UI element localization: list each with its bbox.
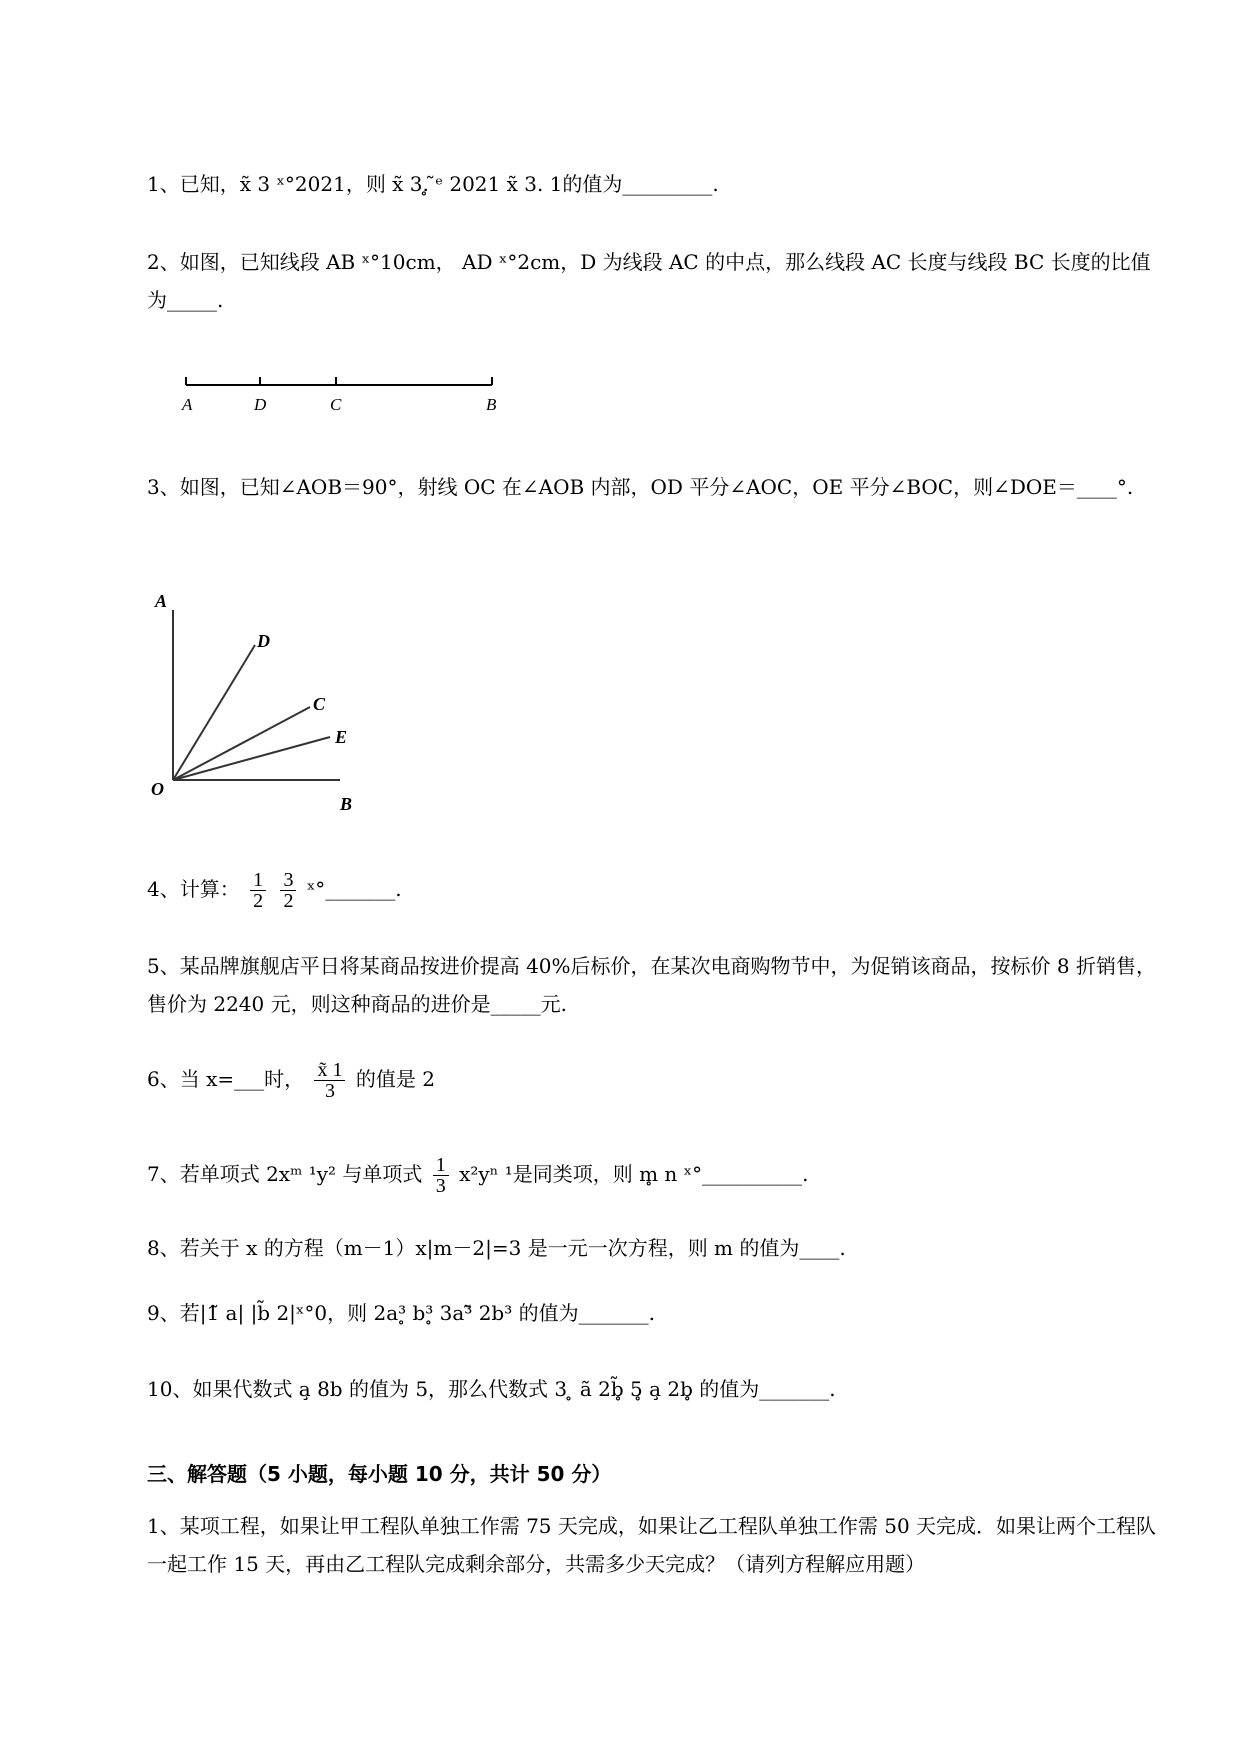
fraction-2-den: 2	[283, 890, 294, 912]
answer-question-1-text: 1、某项工程，如果让甲工程队单独工作需 75 天完成，如果让乙工程队单独工作需 50 天完成．如果让两个工程队一起工作 15 天，再由乙工程队完成剩余部分，共需多少天完成？（请列方程解应用题）	[147, 1514, 1157, 1576]
question-2-text: 2、如图，已知线段 AB ˣ°10cm， AD ˣ°2cm，D 为线段 AC 的中点，那么线段 AC 长度与线段 BC 长度的比值为_____.	[147, 250, 1151, 312]
question-3	[147, 468, 1162, 506]
question-8-text: 8、若关于 x 的方程（m－1）x|m－2|=3 是一元一次方程，则 m 的值为____.	[147, 1236, 846, 1260]
fraction-num: x̃ 1	[314, 1060, 345, 1081]
question-10-text: 10、如果代数式 a̧ 8b 的值为 5，那么代数式 3 ̥ ã 2b̥̃ 5̥ a̧ 2b̥ 的值为_______.	[147, 1377, 836, 1401]
ray-oc	[173, 707, 310, 780]
label-o: O	[151, 779, 164, 799]
question-5	[147, 947, 1162, 1023]
fraction-1-den: 2	[253, 890, 264, 912]
question-6-pre: 6、当 x=___时，	[147, 1067, 305, 1091]
fraction-1	[250, 870, 266, 911]
label-e: E	[335, 727, 348, 747]
label-c: C	[330, 395, 342, 414]
fraction-den: 3	[435, 1175, 446, 1197]
question-1	[147, 165, 719, 203]
angle-figure	[145, 585, 385, 820]
segment-figure	[170, 370, 510, 420]
question-5-text: 5、某品牌旗舰店平日将某商品按进价提高 40%后标价，在某次电商购物节中，为促销该商品，按标价 8 折销售，售价为 2240 元，则这种商品的进价是_____元.	[147, 954, 1156, 1016]
question-7-pre: 7、若单项式 2xᵐ ¹y² 与单项式	[147, 1162, 423, 1186]
fraction-den: 3	[324, 1080, 335, 1102]
question-4-tail: ˣ°_______.	[306, 877, 402, 901]
question-4-text: 4、计算：	[147, 877, 240, 901]
fraction	[433, 1155, 449, 1196]
ray-oe	[173, 737, 330, 780]
ray-od	[173, 645, 255, 780]
fraction	[314, 1060, 345, 1101]
fraction-2	[280, 870, 296, 911]
question-6-post: 的值是 2	[355, 1067, 435, 1091]
label-d: D	[257, 631, 270, 651]
question-8	[147, 1229, 846, 1267]
label-d: D	[254, 395, 267, 414]
fraction-1-num: 1	[250, 870, 266, 891]
question-9	[147, 1294, 655, 1332]
fraction-2-num: 3	[280, 870, 296, 891]
question-4	[147, 870, 402, 911]
question-1-text: 1、已知，x̃ 3 ˣ°2021，则 x̃ 3.̥ ̃ᵉ 2021 x̃ 3. 1的值为_________.	[147, 172, 719, 196]
question-7	[147, 1155, 809, 1196]
question-10	[147, 1370, 836, 1408]
question-2	[147, 243, 1162, 319]
section-heading: 三、解答题（5 小题，每小题 10 分，共计 50 分）	[147, 1462, 612, 1486]
question-7-post: x²yⁿ ¹是同类项，则 m̥ n ˣ°__________.	[459, 1162, 809, 1186]
answer-question-1	[147, 1507, 1162, 1583]
label-b: B	[340, 794, 353, 814]
fraction-num: 1	[433, 1155, 449, 1176]
question-3-text: 3、如图，已知∠AOB＝90°，射线 OC 在∠AOB 内部，OD 平分∠AOC，OE 平分∠BOC，则∠DOE＝____°.	[147, 475, 1134, 499]
question-9-text: 9、若|1̃ a| |b̃ 2|ˣ°0，则 2a³̥ b³̥ 3a³̃ 2b³ 的值为_______.	[147, 1301, 655, 1325]
label-b: B	[486, 395, 497, 414]
label-c: C	[313, 694, 326, 714]
label-a: A	[182, 395, 193, 414]
label-a: A	[155, 591, 168, 611]
question-6	[147, 1060, 435, 1101]
